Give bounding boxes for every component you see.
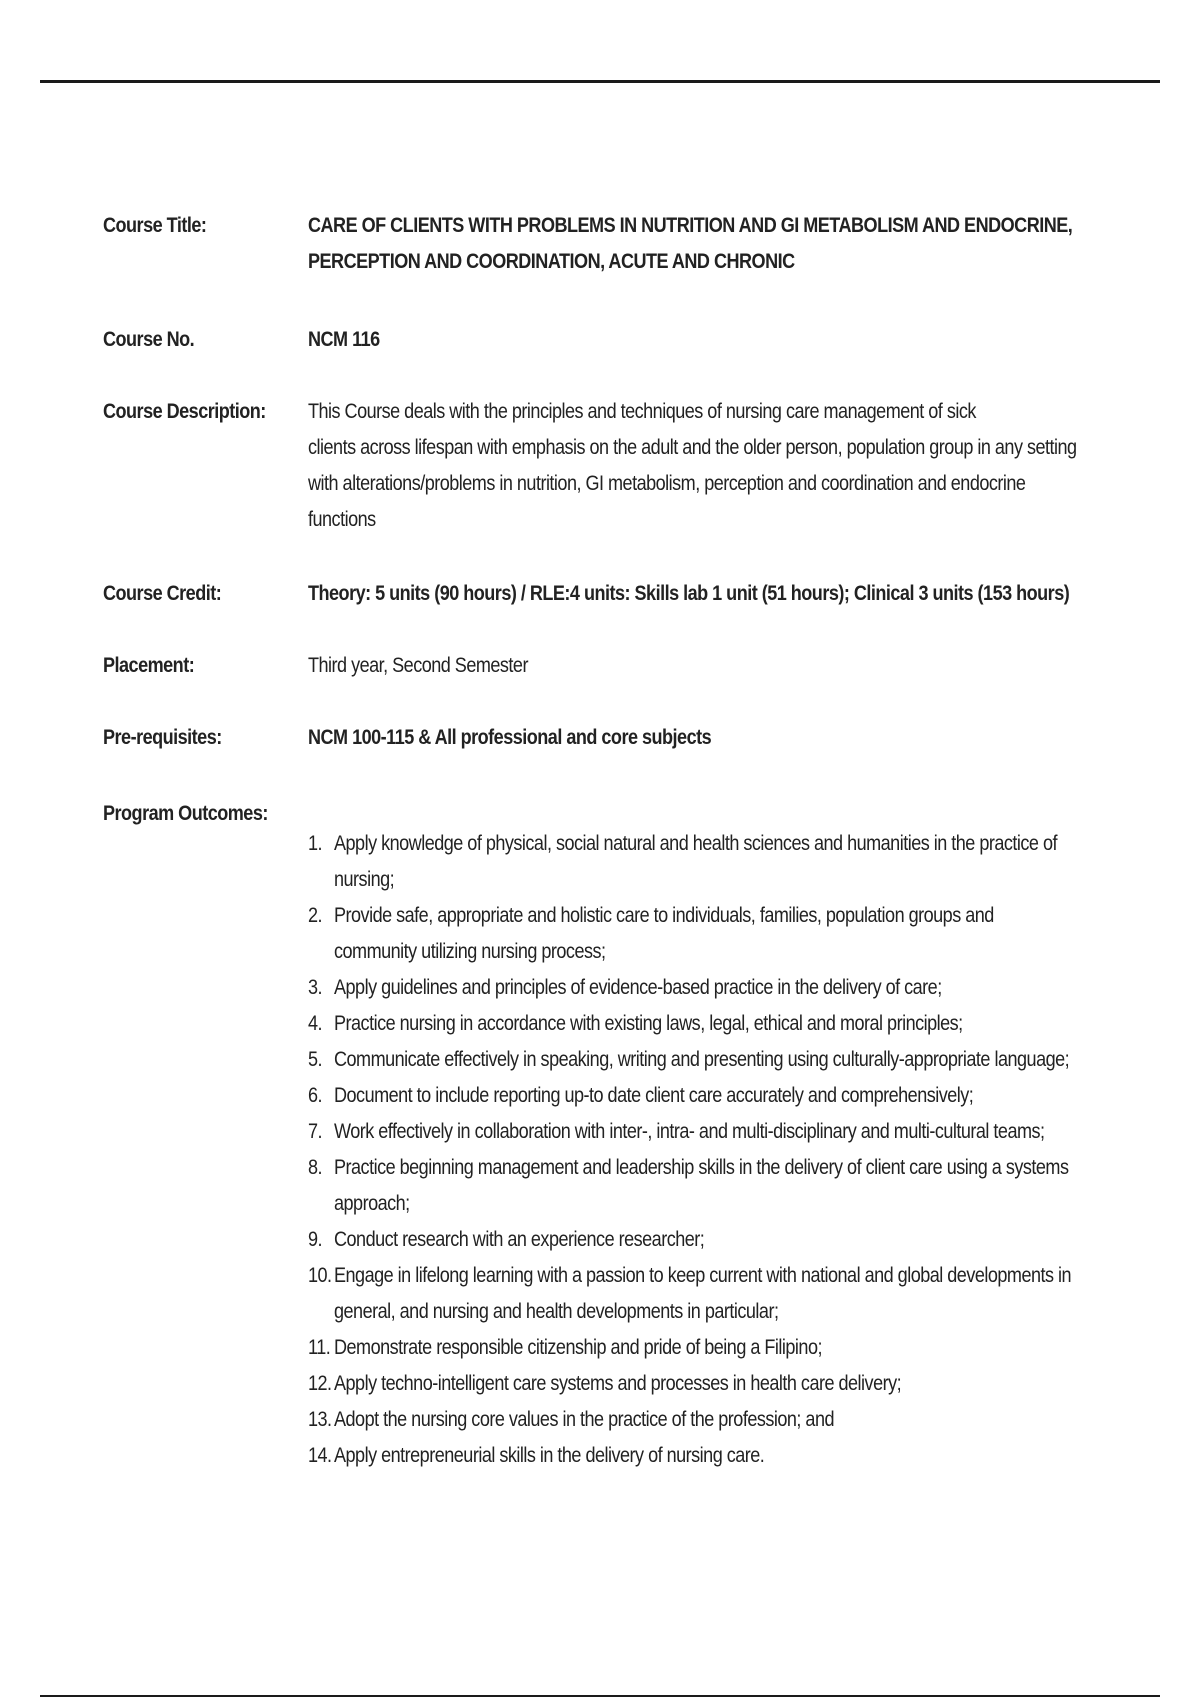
outcome-text-line: Apply knowledge of physical, social natural and health sciences and humanities in the practice of	[334, 832, 1057, 855]
course-no-value	[308, 322, 1043, 358]
outcome-text	[334, 1366, 1048, 1402]
outcome-number: 11.	[308, 1336, 331, 1359]
outcome-text	[334, 1150, 1069, 1222]
outcome-text	[334, 970, 1048, 1006]
course-title-line: PERCEPTION AND COORDINATION, ACUTE AND CHRONIC	[308, 250, 795, 273]
outcome-text-line: Document to include reporting up-to date client care accurately and comprehensively;	[334, 1084, 974, 1107]
course-description-label: Course Description:	[103, 400, 266, 423]
prerequisites-text: NCM 100-115 & All professional and core subjects	[308, 726, 712, 749]
outcome-text-line: Apply entrepreneurial skills in the delivery of nursing care.	[334, 1444, 765, 1467]
prerequisites-label: Pre-requisites:	[103, 726, 222, 749]
placement-value	[308, 648, 1043, 684]
outcome-item	[308, 1150, 1069, 1222]
outcome-item	[308, 1330, 1048, 1366]
course-credit-label: Course Credit:	[103, 582, 222, 605]
outcome-item	[308, 1366, 1048, 1402]
outcome-number: 13.	[308, 1408, 332, 1431]
placement-label: Placement:	[103, 654, 195, 677]
program-outcomes-list	[308, 826, 1072, 1474]
course-credit-text: Theory: 5 units (90 hours) / RLE:4 units: Skills lab 1 unit (51 hours); Clinical 3 units (153 hours)	[308, 582, 1070, 605]
course-description-line: functions	[308, 508, 376, 531]
outcome-text	[334, 1402, 1048, 1438]
outcome-item	[308, 1114, 1048, 1150]
outcome-text-line: Communicate effectively in speaking, writing and presenting using culturally-appropriate language;	[334, 1048, 1070, 1071]
outcome-item	[308, 1258, 1072, 1330]
outcome-number: 4.	[308, 1012, 323, 1035]
outcome-text-line: Practice beginning management and leadership skills in the delivery of client care using a systems	[334, 1156, 1069, 1179]
outcome-text-line: community utilizing nursing process;	[334, 940, 606, 963]
prerequisites-row	[103, 720, 1043, 796]
outcome-text-line: Conduct research with an experience researcher;	[334, 1228, 705, 1251]
course-description-line: clients across lifespan with emphasis on the adult and the older person, population group in any setting	[308, 436, 1077, 459]
course-description-line: This Course deals with the principles and techniques of nursing care management of sick	[308, 400, 976, 423]
outcome-number: 10.	[308, 1264, 332, 1287]
outcome-text	[334, 1078, 1048, 1114]
top-divider	[40, 80, 1160, 83]
outcome-number: 5.	[308, 1048, 323, 1071]
outcome-item	[308, 898, 1048, 970]
outcome-text	[334, 1438, 1048, 1474]
course-title-row	[103, 208, 1073, 322]
outcome-text-line: approach;	[334, 1192, 410, 1215]
course-no-row	[103, 322, 1043, 394]
bottom-divider	[40, 1695, 1160, 1697]
course-no-label: Course No.	[103, 328, 195, 351]
outcome-number: 2.	[308, 904, 323, 927]
outcome-text	[334, 1042, 1070, 1078]
outcome-item	[308, 1222, 1048, 1258]
outcome-item	[308, 1402, 1048, 1438]
outcome-text	[334, 1006, 1048, 1042]
outcome-text	[334, 1114, 1048, 1150]
outcome-text-line: nursing;	[334, 868, 395, 891]
outcome-number: 7.	[308, 1120, 323, 1143]
course-description-value	[308, 394, 1200, 538]
course-syllabus	[103, 208, 1077, 832]
course-description-line: with alterations/problems in nutrition, GI metabolism, perception and coordination and endocrine	[308, 472, 1026, 495]
course-title-label: Course Title:	[103, 214, 207, 237]
course-credit-row	[103, 576, 1070, 648]
outcome-text-line: Apply techno-intelligent care systems and processes in health care delivery;	[334, 1372, 902, 1395]
course-credit-value	[308, 576, 1193, 612]
course-title-line: CARE OF CLIENTS WITH PROBLEMS IN NUTRITION AND GI METABOLISM AND ENDOCRINE,	[308, 214, 1073, 237]
outcome-number: 9.	[308, 1228, 323, 1251]
outcome-text-line: Demonstrate responsible citizenship and pride of being a Filipino;	[334, 1336, 822, 1359]
outcome-text	[334, 826, 1057, 898]
outcome-item	[308, 1006, 1048, 1042]
course-no-text: NCM 116	[308, 328, 380, 351]
outcome-text-line: Practice nursing in accordance with existing laws, legal, ethical and moral principles;	[334, 1012, 963, 1035]
outcome-number: 1.	[308, 832, 323, 855]
outcome-number: 6.	[308, 1084, 323, 1107]
outcome-text	[334, 898, 1048, 970]
outcome-text-line: Apply guidelines and principles of evidence-based practice in the delivery of care;	[334, 976, 942, 999]
prerequisites-value	[308, 720, 1043, 756]
outcome-text	[334, 1258, 1072, 1330]
outcome-text	[334, 1222, 1048, 1258]
outcome-number: 8.	[308, 1156, 323, 1179]
outcome-item	[308, 1042, 1070, 1078]
outcome-number: 12.	[308, 1372, 332, 1395]
outcome-item	[308, 1078, 1048, 1114]
outcome-text-line: Provide safe, appropriate and holistic care to individuals, families, population groups and	[334, 904, 994, 927]
outcome-item	[308, 826, 1057, 898]
placement-text: Third year, Second Semester	[308, 654, 528, 677]
placement-row	[103, 648, 1043, 720]
outcome-text-line: Engage in lifelong learning with a passion to keep current with national and global developments in	[334, 1264, 1072, 1287]
outcome-text-line: general, and nursing and health developments in particular;	[334, 1300, 779, 1323]
outcome-text-line: Work effectively in collaboration with inter-, intra- and multi-disciplinary and multi-cultural teams;	[334, 1120, 1045, 1143]
program-outcomes-label: Program Outcomes:	[103, 802, 268, 825]
course-description-row	[103, 394, 1077, 576]
course-title-value	[308, 208, 1197, 280]
outcome-number: 3.	[308, 976, 323, 999]
outcome-text	[334, 1330, 1048, 1366]
outcome-text-line: Adopt the nursing core values in the practice of the profession; and	[334, 1408, 835, 1431]
outcome-item	[308, 970, 1048, 1006]
outcome-number: 14.	[308, 1444, 332, 1467]
outcome-item	[308, 1438, 1048, 1474]
